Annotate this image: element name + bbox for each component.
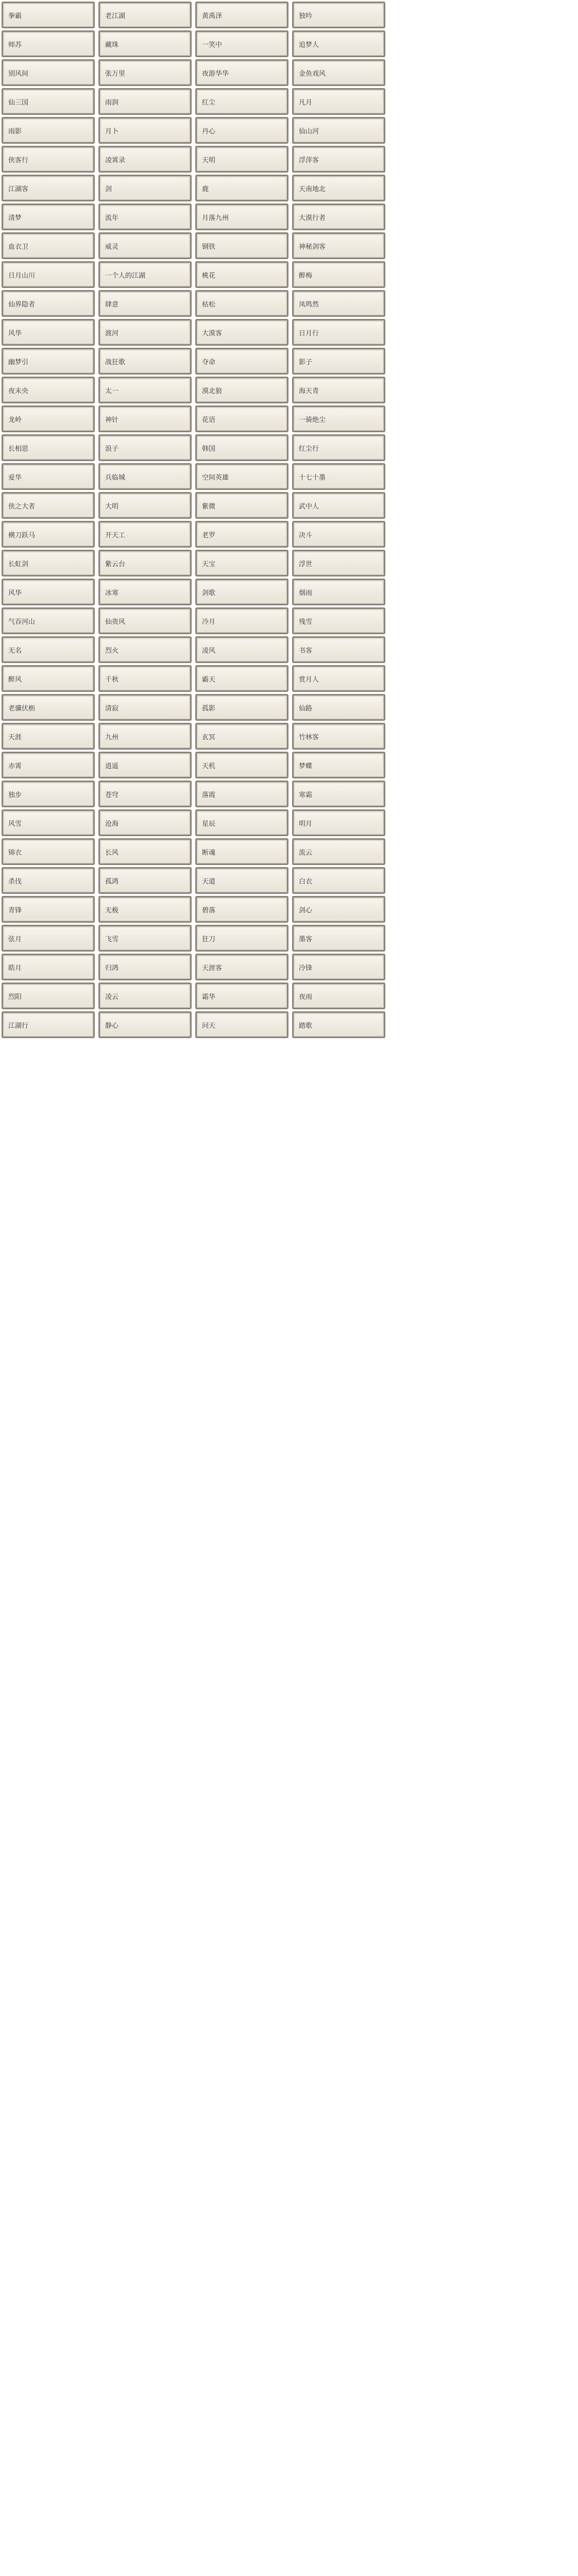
tag-label: 孤影 (202, 704, 216, 713)
tag-label: 桃花 (202, 272, 216, 280)
tag-label: 流云 (299, 849, 313, 857)
tag-label: 冷月 (202, 618, 216, 626)
tag-button[interactable] (98, 405, 192, 432)
tag-label: 清梦 (8, 214, 22, 222)
tag-button[interactable] (195, 752, 288, 778)
tag-label: 神针 (105, 416, 119, 424)
tag-label: 天涯 (8, 733, 22, 741)
tag-button[interactable] (2, 232, 95, 259)
tag-label: 气吞河山 (8, 618, 36, 626)
tag-button[interactable] (195, 925, 288, 952)
tag-label: 丹心 (202, 127, 216, 135)
tag-label: 天机 (202, 762, 216, 770)
tag-button[interactable] (98, 88, 192, 115)
tag-label: 风华 (8, 589, 22, 597)
tag-button[interactable] (2, 896, 95, 923)
tag-label: 仙贵风 (105, 618, 126, 626)
tag-button[interactable] (2, 665, 95, 692)
tag-button[interactable] (195, 117, 288, 144)
tag-button[interactable] (98, 781, 192, 807)
tag-button[interactable] (195, 982, 288, 1009)
tag-button[interactable] (195, 290, 288, 317)
tag-label: 幽梦引 (8, 358, 29, 366)
tag-button[interactable] (195, 636, 288, 663)
tag-label: 独步 (8, 791, 22, 799)
tag-button[interactable] (2, 723, 95, 750)
tag-button[interactable] (195, 204, 288, 230)
tag-label: 夺命 (202, 358, 216, 366)
tag-button[interactable] (195, 607, 288, 634)
tag-button[interactable] (195, 1011, 288, 1038)
tag-button[interactable] (2, 925, 95, 952)
tag-label: 海天青 (299, 387, 319, 395)
tag-button[interactable] (98, 434, 192, 461)
tag-button[interactable] (2, 30, 95, 57)
tag-button[interactable] (2, 1011, 95, 1038)
tag-button[interactable] (292, 2, 385, 28)
tag-button[interactable] (2, 88, 95, 115)
tag-button[interactable] (98, 146, 192, 173)
tag-label: 浮世 (299, 560, 313, 568)
tag-label: 杀伐 (8, 877, 22, 886)
tag-label: 侠客行 (8, 156, 29, 164)
tag-button[interactable] (98, 579, 192, 605)
tag-label: 青锋 (8, 906, 22, 914)
tag-button[interactable] (2, 117, 95, 144)
tag-label: 十七十墨 (299, 473, 326, 482)
tag-button[interactable] (2, 261, 95, 288)
tag-label: 拳霸 (8, 12, 22, 20)
tag-label: 别风间 (8, 70, 29, 78)
tag-button[interactable] (98, 867, 192, 894)
tag-label: 张万里 (105, 70, 126, 78)
tag-button[interactable] (2, 434, 95, 461)
tag-label: 雨润 (105, 98, 119, 107)
tag-button[interactable] (98, 377, 192, 403)
tag-label: 霜华 (202, 993, 216, 1001)
tag-label: 夜游华华 (202, 70, 229, 78)
tag-label: 玄冥 (202, 733, 216, 741)
tag-label: 凌霄录 (105, 156, 126, 164)
tag-label: 老罗 (202, 531, 216, 539)
tag-label: 藏珠 (105, 41, 119, 49)
tag-button[interactable] (292, 204, 385, 230)
tag-button[interactable] (195, 59, 288, 86)
tag-button[interactable] (195, 232, 288, 259)
tag-label: 神秘剑客 (299, 243, 326, 251)
tag-button[interactable] (292, 117, 385, 144)
tag-label: 鹿 (202, 185, 209, 193)
tag-button[interactable] (2, 59, 95, 86)
tag-button[interactable] (292, 1011, 385, 1038)
tag-button[interactable] (292, 781, 385, 807)
tag-label: 浪子 (105, 445, 119, 453)
tag-button[interactable] (2, 636, 95, 663)
tag-label: 烟雨 (299, 589, 313, 597)
tag-button[interactable] (292, 88, 385, 115)
tag-label: 夜雨 (299, 993, 313, 1001)
tag-button[interactable] (195, 434, 288, 461)
tag-button[interactable] (2, 838, 95, 865)
tag-label: 逍遥 (105, 762, 119, 770)
tag-button[interactable] (2, 809, 95, 836)
tag-button[interactable] (195, 781, 288, 807)
tag-label: 月落九州 (202, 214, 229, 222)
tag-button[interactable] (98, 261, 192, 288)
tag-label: 韩国 (202, 445, 216, 453)
tag-label: 狂刀 (202, 935, 216, 943)
tag-label: 日月行 (299, 329, 319, 337)
tag-button[interactable] (292, 809, 385, 836)
tag-label: 风雪 (8, 820, 22, 828)
tag-button[interactable] (98, 117, 192, 144)
tag-label: 沧海 (105, 820, 119, 828)
tag-label: 太一 (105, 387, 119, 395)
tag-button[interactable] (98, 838, 192, 865)
tag-label: 漠北狼 (202, 387, 223, 395)
tag-label: 独吟 (299, 12, 313, 20)
tag-label: 威灵 (105, 243, 119, 251)
tag-button[interactable] (98, 2, 192, 28)
tag-label: 大明 (105, 502, 119, 511)
tag-label: 一笑中 (202, 41, 223, 49)
tag-label: 凌云 (105, 993, 119, 1001)
tag-button[interactable] (292, 146, 385, 173)
tag-label: 凤鸣然 (299, 300, 319, 309)
tag-button[interactable] (2, 204, 95, 230)
tag-label: 紫云台 (105, 560, 126, 568)
tag-button[interactable] (98, 319, 192, 346)
tag-button[interactable] (98, 636, 192, 663)
tag-button[interactable] (98, 752, 192, 778)
tag-button[interactable] (2, 405, 95, 432)
tag-label: 孤鸿 (105, 877, 119, 886)
tag-label: 紫微 (202, 502, 216, 511)
tag-label: 烈火 (105, 647, 119, 655)
tag-button[interactable] (292, 607, 385, 634)
tag-button[interactable] (2, 867, 95, 894)
tag-button[interactable] (292, 348, 385, 375)
tag-button[interactable] (2, 607, 95, 634)
tag-label: 天明 (202, 156, 216, 164)
tag-button[interactable] (98, 30, 192, 57)
tag-label: 雨影 (8, 127, 22, 135)
tag-button[interactable] (2, 781, 95, 807)
tag-label: 清寂 (105, 704, 119, 713)
tag-label: 月卜 (105, 127, 119, 135)
tag-label: 剑心 (299, 906, 313, 914)
tag-button[interactable] (292, 59, 385, 86)
tag-button[interactable] (292, 434, 385, 461)
tag-button[interactable] (195, 463, 288, 490)
tag-label: 龙岭 (8, 416, 22, 424)
tag-button[interactable] (98, 59, 192, 86)
tag-label: 风华 (8, 329, 22, 337)
tag-button[interactable] (2, 146, 95, 173)
tag-button[interactable] (2, 550, 95, 577)
tag-button[interactable] (195, 579, 288, 605)
tag-button[interactable] (292, 636, 385, 663)
tag-button[interactable] (98, 665, 192, 692)
tag-label: 师苏 (8, 41, 22, 49)
tag-label: 江湖行 (8, 1022, 29, 1030)
tag-button[interactable] (195, 492, 288, 519)
tag-label: 千秋 (105, 675, 119, 684)
tag-label: 剑歌 (202, 589, 216, 597)
tag-button[interactable] (98, 348, 192, 375)
tag-label: 决斗 (299, 531, 313, 539)
tag-label: 兵临城 (105, 473, 126, 482)
tag-label: 流年 (105, 214, 119, 222)
tag-label: 冰寒 (105, 589, 119, 597)
tag-button[interactable] (98, 954, 192, 980)
tag-label: 九州 (105, 733, 119, 741)
tag-label: 仙山河 (299, 127, 319, 135)
tag-label: 凌风 (202, 647, 216, 655)
tag-button[interactable] (195, 2, 288, 28)
tag-button[interactable] (2, 348, 95, 375)
tag-label: 天道 (202, 877, 216, 886)
tag-label: 一个人的江湖 (105, 272, 146, 280)
tag-button[interactable] (292, 723, 385, 750)
tag-label: 开天工 (105, 531, 126, 539)
tag-label: 墨客 (299, 935, 313, 943)
tag-label: 影子 (299, 358, 313, 366)
tag-button[interactable] (195, 88, 288, 115)
tag-button[interactable] (292, 694, 385, 721)
tag-label: 江湖客 (8, 185, 29, 193)
tag-label: 归鸿 (105, 964, 119, 972)
tag-button[interactable] (2, 492, 95, 519)
tag-button[interactable] (195, 867, 288, 894)
tag-button[interactable] (292, 550, 385, 577)
tag-label: 横刀跃马 (8, 531, 36, 539)
tag-button[interactable] (195, 665, 288, 692)
tag-button[interactable] (2, 175, 95, 201)
tag-button[interactable] (98, 607, 192, 634)
tag-label: 浮萍客 (299, 156, 319, 164)
tag-label: 天涯客 (202, 964, 223, 972)
tag-button[interactable] (292, 463, 385, 490)
tag-label: 枯松 (202, 300, 216, 309)
tag-label: 落霞 (202, 791, 216, 799)
tag-button[interactable] (292, 954, 385, 980)
tag-button[interactable] (2, 579, 95, 605)
tag-button[interactable] (195, 146, 288, 173)
tag-label: 一骑绝尘 (299, 416, 326, 424)
tag-button[interactable] (292, 232, 385, 259)
tag-button[interactable] (292, 377, 385, 403)
tag-button[interactable] (292, 982, 385, 1009)
tag-label: 梦蝶 (299, 762, 313, 770)
tag-button[interactable] (292, 896, 385, 923)
tag-button[interactable] (292, 175, 385, 201)
tag-button[interactable] (2, 290, 95, 317)
tag-label: 天南地北 (299, 185, 326, 193)
tag-label: 仙路 (299, 704, 313, 713)
tag-label: 问天 (202, 1022, 216, 1030)
tag-label: 断魂 (202, 849, 216, 857)
tag-button[interactable] (98, 232, 192, 259)
tag-button[interactable] (2, 752, 95, 778)
tag-button[interactable] (292, 752, 385, 778)
tag-label: 无极 (105, 906, 119, 914)
tag-label: 日月山川 (8, 272, 36, 280)
tag-label: 无名 (8, 647, 22, 655)
tag-button[interactable] (292, 579, 385, 605)
tag-button[interactable] (195, 809, 288, 836)
tag-label: 苍穹 (105, 791, 119, 799)
tag-label: 寒霜 (299, 791, 313, 799)
tag-button[interactable] (98, 982, 192, 1009)
tag-label: 长虹剑 (8, 560, 29, 568)
tag-button[interactable] (292, 492, 385, 519)
tag-button[interactable] (2, 954, 95, 980)
tag-button[interactable] (98, 290, 192, 317)
tag-button[interactable] (195, 694, 288, 721)
tag-label: 仙三国 (8, 98, 29, 107)
tag-label: 红尘行 (299, 445, 319, 453)
tag-label: 霸天 (202, 675, 216, 684)
tag-label: 星辰 (202, 820, 216, 828)
tag-label: 血衣卫 (8, 243, 29, 251)
tag-button[interactable] (195, 838, 288, 865)
tag-button[interactable] (292, 925, 385, 952)
tag-button[interactable] (195, 30, 288, 57)
tag-label: 弦月 (8, 935, 22, 943)
tag-button[interactable] (98, 175, 192, 201)
tag-button[interactable] (98, 463, 192, 490)
tag-label: 渡河 (105, 329, 119, 337)
tag-label: 花语 (202, 416, 216, 424)
tag-button[interactable] (195, 521, 288, 548)
tag-button[interactable] (195, 896, 288, 923)
tag-button[interactable] (98, 896, 192, 923)
tag-label: 红尘 (202, 98, 216, 107)
tag-button[interactable] (292, 319, 385, 346)
tag-label: 武中人 (299, 502, 319, 511)
tag-button[interactable] (292, 521, 385, 548)
tag-label: 金鱼戏风 (299, 70, 326, 78)
tag-button[interactable] (98, 694, 192, 721)
tag-label: 醉风 (8, 675, 22, 684)
tag-label: 战狂歌 (105, 358, 126, 366)
tag-label: 皓月 (8, 964, 22, 972)
tag-button[interactable] (195, 377, 288, 403)
tag-label: 静心 (105, 1022, 119, 1030)
tag-label: 爱华 (8, 473, 22, 482)
tag-label: 锦衣 (8, 849, 22, 857)
tag-label: 飞雪 (105, 935, 119, 943)
tag-label: 冷锋 (299, 964, 313, 972)
tag-label: 大漠客 (202, 329, 223, 337)
tag-label: 赤霄 (8, 762, 22, 770)
tag-label: 空间英雄 (202, 473, 229, 482)
tag-label: 醉梅 (299, 272, 313, 280)
tag-label: 肆意 (105, 300, 119, 309)
tag-label: 白衣 (299, 877, 313, 886)
tag-button[interactable] (98, 550, 192, 577)
tag-button[interactable] (98, 723, 192, 750)
tag-label: 竹林客 (299, 733, 319, 741)
tag-button[interactable] (98, 1011, 192, 1038)
tag-label: 烈阳 (8, 993, 22, 1001)
tag-label: 长风 (105, 849, 119, 857)
tag-label: 剑 (105, 185, 112, 193)
tag-button[interactable] (2, 2, 95, 28)
tag-button[interactable] (98, 809, 192, 836)
tag-button[interactable] (98, 925, 192, 952)
tag-button[interactable] (2, 377, 95, 403)
tag-label: 大漠行者 (299, 214, 326, 222)
tag-label: 残雪 (299, 618, 313, 626)
tag-button[interactable] (195, 405, 288, 432)
tag-button[interactable] (195, 348, 288, 375)
tag-button[interactable] (195, 261, 288, 288)
tag-button[interactable] (195, 175, 288, 201)
tag-button[interactable] (2, 463, 95, 490)
tag-label: 凡月 (299, 98, 313, 107)
tag-label: 赏月人 (299, 675, 319, 684)
tag-button[interactable] (2, 319, 95, 346)
tag-button[interactable] (292, 261, 385, 288)
tag-label: 踏歌 (299, 1022, 313, 1030)
tag-label: 夜未央 (8, 387, 29, 395)
tag-button[interactable] (292, 838, 385, 865)
tag-label: 书客 (299, 647, 313, 655)
tag-label: 明月 (299, 820, 313, 828)
tag-label: 老骥伏枥 (8, 704, 36, 713)
tag-button[interactable] (2, 982, 95, 1009)
tag-button[interactable] (195, 319, 288, 346)
tag-button[interactable] (2, 521, 95, 548)
tag-label: 追梦人 (299, 41, 319, 49)
tag-label: 长相思 (8, 445, 29, 453)
tag-button[interactable] (195, 723, 288, 750)
tag-label: 黄禹泽 (202, 12, 223, 20)
tag-label: 仙界隐者 (8, 300, 36, 309)
tag-label: 天宝 (202, 560, 216, 568)
tag-button[interactable] (292, 665, 385, 692)
tag-button[interactable] (292, 405, 385, 432)
tag-button[interactable] (98, 521, 192, 548)
tag-button[interactable] (98, 204, 192, 230)
tag-button[interactable] (292, 30, 385, 57)
tag-button[interactable] (292, 867, 385, 894)
tag-button[interactable] (98, 492, 192, 519)
tag-button[interactable] (292, 290, 385, 317)
tag-button[interactable] (195, 550, 288, 577)
tag-label: 碧落 (202, 906, 216, 914)
tag-button[interactable] (2, 694, 95, 721)
tag-label: 钢铁 (202, 243, 216, 251)
tag-label: 侠之大者 (8, 502, 36, 511)
tag-label: 老江湖 (105, 12, 126, 20)
tag-button[interactable] (195, 954, 288, 980)
